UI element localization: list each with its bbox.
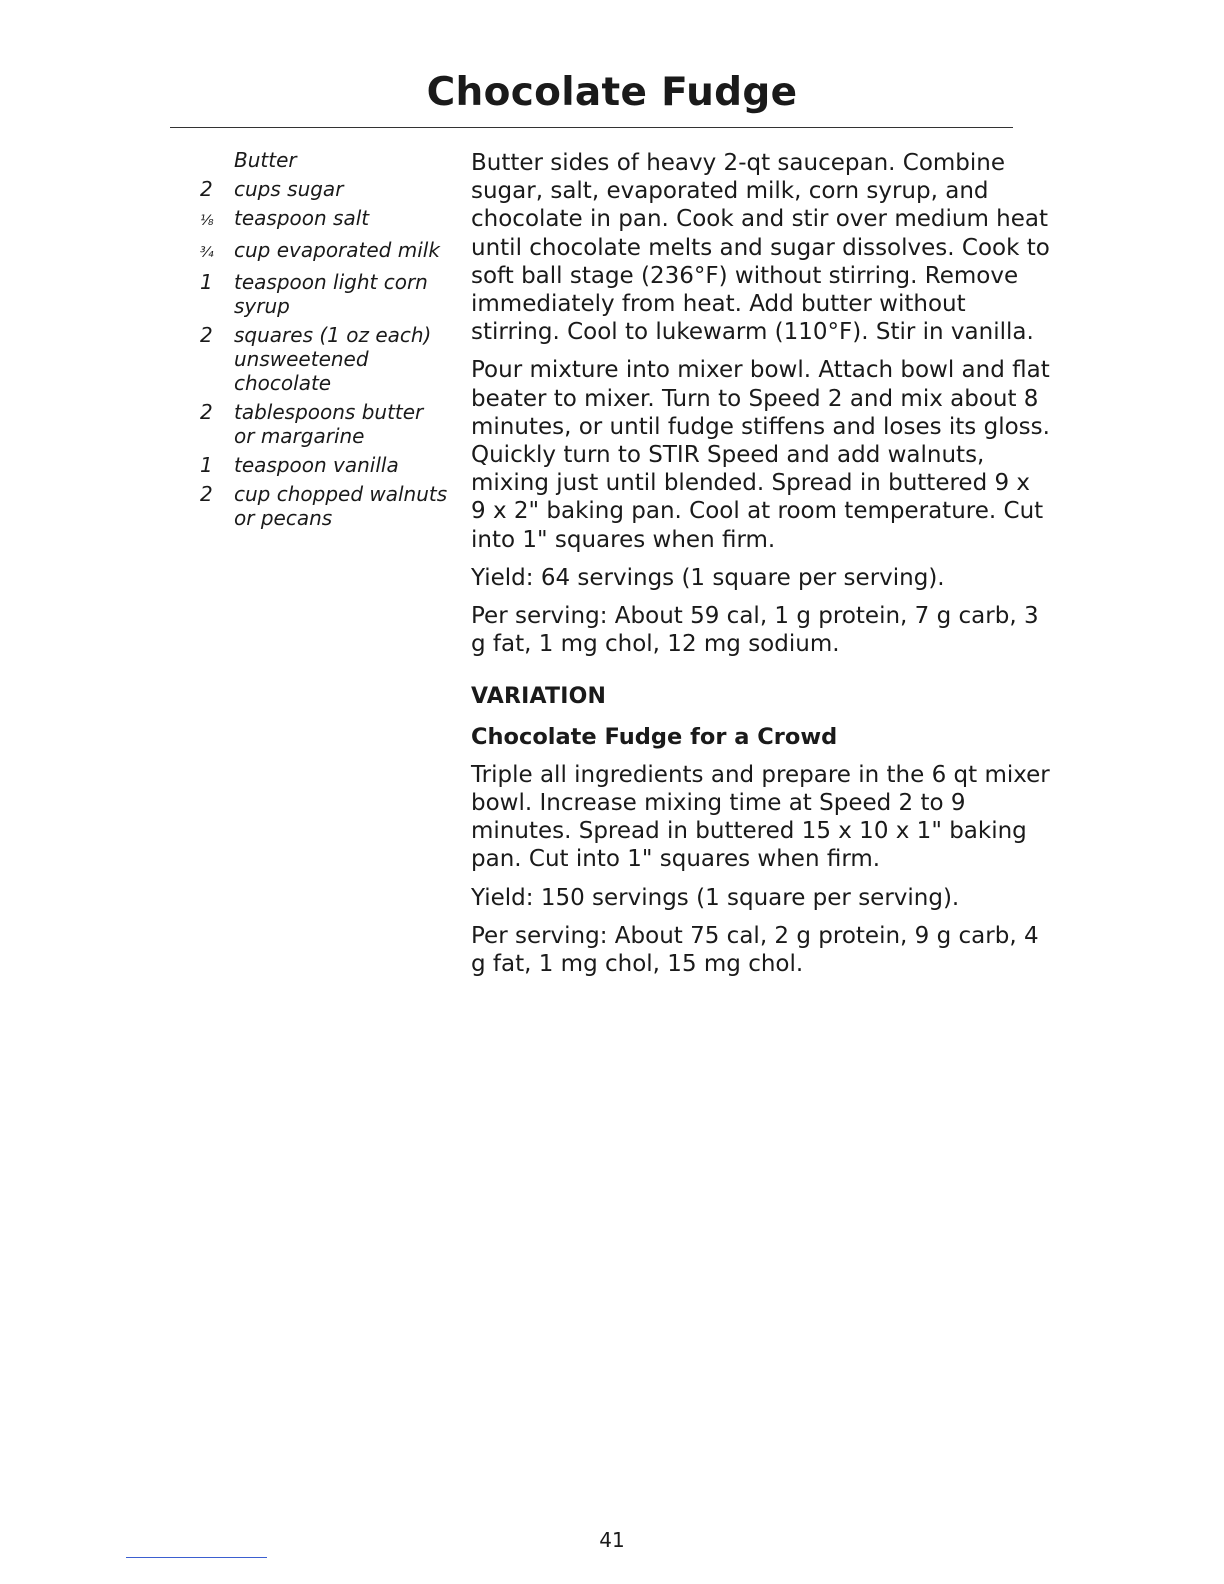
ingredient-quantity: ¾ <box>200 245 214 261</box>
variation-yield: Yield: 150 servings (1 square per serving). <box>471 884 960 911</box>
ingredient-text: cups sugar <box>234 177 344 201</box>
title-divider <box>170 127 1013 128</box>
variation-title: Chocolate Fudge for a Crowd <box>471 723 838 750</box>
ingredient-text: cup evaporated milk <box>234 238 440 262</box>
ingredient-item <box>200 238 450 265</box>
ingredient-quantity <box>200 148 234 172</box>
variation-nutrition: Per serving: About 75 cal, 2 g protein, 9 g carb, 4 g fat, 1 mg chol, 15 mg chol. <box>471 922 1039 978</box>
variation-text: Triple all ingredients and prepare in the 6 qt mixer bowl. Increase mixing time at Speed 2 to 9 minutes. Spread in buttered 15 x 10 x 1" baking pan. Cut into 1" squares when firm. <box>471 761 1050 873</box>
variation-heading: VARIATION <box>471 684 607 710</box>
ingredient-item <box>200 482 450 530</box>
ingredient-quantity: 2 <box>200 177 213 201</box>
ingredient-quantity: 2 <box>200 482 213 506</box>
ingredient-item <box>200 206 450 233</box>
ingredient-list <box>200 148 450 535</box>
page-number: 41 <box>599 1528 625 1552</box>
ingredient-text: teaspoon vanilla <box>234 453 399 477</box>
ingredient-text: tablespoons butter or margarine <box>234 400 424 448</box>
ingredient-quantity: 2 <box>200 323 213 347</box>
page-title: Chocolate Fudge <box>426 70 798 115</box>
ingredient-quantity: ⅛ <box>200 213 214 229</box>
directions-step-1: Butter sides of heavy 2-qt saucepan. Combine sugar, salt, evaporated milk, corn syrup, and chocolate in pan. Cook and stir over medium heat until chocolate melts and sugar dissolves. Cook to soft ball stage (236°F) without stirring. Remove immediately from heat. Add butter without stirring. Cool to lukewarm (110°F). Stir in vanilla. <box>471 150 1050 346</box>
directions-step-2: Pour mixture into mixer bowl. Attach bowl and flat beater to mixer. Turn to Speed 2 and mix about 8 minutes, or until fudge stiffens and loses its gloss. Quickly turn to STIR Speed and add walnuts, mixing just until blended. Spread in buttered 9 x 9 x 2" baking pan. Cool at room temperature. Cut into 1" squares when firm. <box>471 357 1050 553</box>
ingredient-text: cup chopped walnuts or pecans <box>234 482 448 530</box>
nutrition-text: Per serving: About 59 cal, 1 g protein, 7 g carb, 3 g fat, 1 mg chol, 12 mg sodium. <box>471 603 1039 658</box>
ingredient-item <box>200 148 450 172</box>
ingredient-item <box>200 323 450 395</box>
ingredient-quantity: 1 <box>200 453 213 477</box>
ingredient-item <box>200 453 450 477</box>
ingredient-text: teaspoon light corn syrup <box>234 270 428 318</box>
ingredient-quantity: 1 <box>200 270 213 294</box>
directions <box>471 149 1051 988</box>
ingredient-item <box>200 177 450 201</box>
ingredient-item <box>200 400 450 448</box>
ingredient-item <box>200 270 450 318</box>
yield-text: Yield: 64 servings (1 square per serving). <box>471 564 945 591</box>
ingredient-text: teaspoon salt <box>234 206 370 230</box>
ingredient-text: Butter <box>234 148 297 172</box>
footer-rule <box>126 1557 267 1558</box>
ingredient-text: squares (1 oz each) unsweetened chocolate <box>234 323 432 395</box>
ingredient-quantity: 2 <box>200 400 213 424</box>
